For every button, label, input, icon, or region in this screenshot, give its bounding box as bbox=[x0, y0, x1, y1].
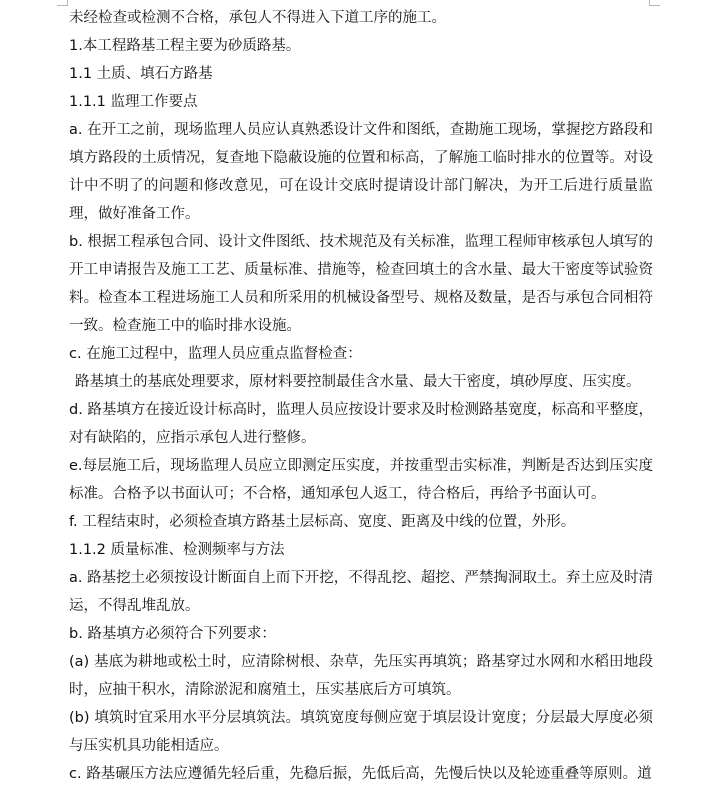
paragraph-item-a-2: a. 路基挖土必须按设计断面自上而下开挖，不得乱挖、超挖、严禁掏洞取土。弃土应及时清运，不得乱堆乱放。 bbox=[69, 570, 653, 614]
paragraph-subitem-b: (b) 填筑时宜采用水平分层填筑法。填筑宽度每侧应宽于填层设计宽度；分层最大厚度必须与压实机具功能相适应。 bbox=[69, 710, 653, 754]
document-body bbox=[69, 4, 653, 788]
paragraph-intro: 未经检查或检测不合格，承包人不得进入下道工序的施工。 bbox=[69, 10, 446, 26]
paragraph-item-e: e.每层施工后，现场监理人员应立即测定压实度，并按重型击实标准，判断是否达到压实度标准。合格予以书面认可；不合格，通知承包人返工，待合格后，再给予书面认可。 bbox=[69, 458, 653, 502]
paragraph-subitem-a: (a) 基底为耕地或松土时，应清除树根、杂草，先压实再填筑；路基穿过水网和水稻田地段时，应抽干积水，清除淤泥和腐殖土，压实基底后方可填筑。 bbox=[69, 654, 653, 698]
paragraph-item-b: b. 根据工程承包合同、设计文件图纸、技术规范及有关标准，监理工程师审核承包人填写的开工申请报告及施工工艺、质量标准、措施等，检查回填土的含水量、最大干密度等试验资料。检查本工程进场施工人员和所采用的机械设备型号、规格及数量，是否与承包合同相符一致。检查施工中的临时排水设施。 bbox=[69, 234, 653, 334]
section-heading-1: 1.本工程路基工程主要为砂质路基。 bbox=[69, 38, 301, 54]
paragraph-item-d: d. 路基填方在接近设计标高时，监理人员应按设计要求及时检测路基宽度，标高和平整度，对有缺陷的，应指示承包人进行整修。 bbox=[69, 402, 653, 446]
paragraph-item-c: c. 在施工过程中，监理人员应重点监督检查： bbox=[69, 346, 362, 362]
paragraph-subitem: 路基填土的基底处理要求，原材料要控制最佳含水量、最大干密度，填砂厚度、压实度。 bbox=[75, 374, 641, 390]
paragraph-item-c-2: c. 路基碾压方法应遵循先轻后重，先稳后振，先低后高，先慢后快以及轮迹重叠等原则。道 bbox=[69, 766, 652, 782]
page-corner-mark-left bbox=[57, 0, 68, 6]
paragraph-item-f: f. 工程结束时，必须检查填方路基土层标高、宽度、距离及中线的位置，外形。 bbox=[69, 514, 576, 530]
section-heading-1-1-2: 1.1.2 质量标准、检测频率与方法 bbox=[69, 542, 285, 558]
section-heading-1-1-1: 1.1.1 监理工作要点 bbox=[69, 94, 198, 110]
section-heading-1-1: 1.1 土质、填石方路基 bbox=[69, 66, 213, 82]
paragraph-item-b-2: b. 路基填方必须符合下列要求： bbox=[69, 626, 276, 642]
paragraph-item-a: a. 在开工之前，现场监理人员应认真熟悉设计文件和图纸，查勘施工现场，掌握挖方路段和填方路段的土质情况，复查地下隐蔽设施的位置和标高，了解施工临时排水的位置等。对设计中不明了的问题和修改意见，可在设计交底时提请设计部门解决，为开工后进行质量监理，做好准备工作。 bbox=[69, 122, 653, 222]
